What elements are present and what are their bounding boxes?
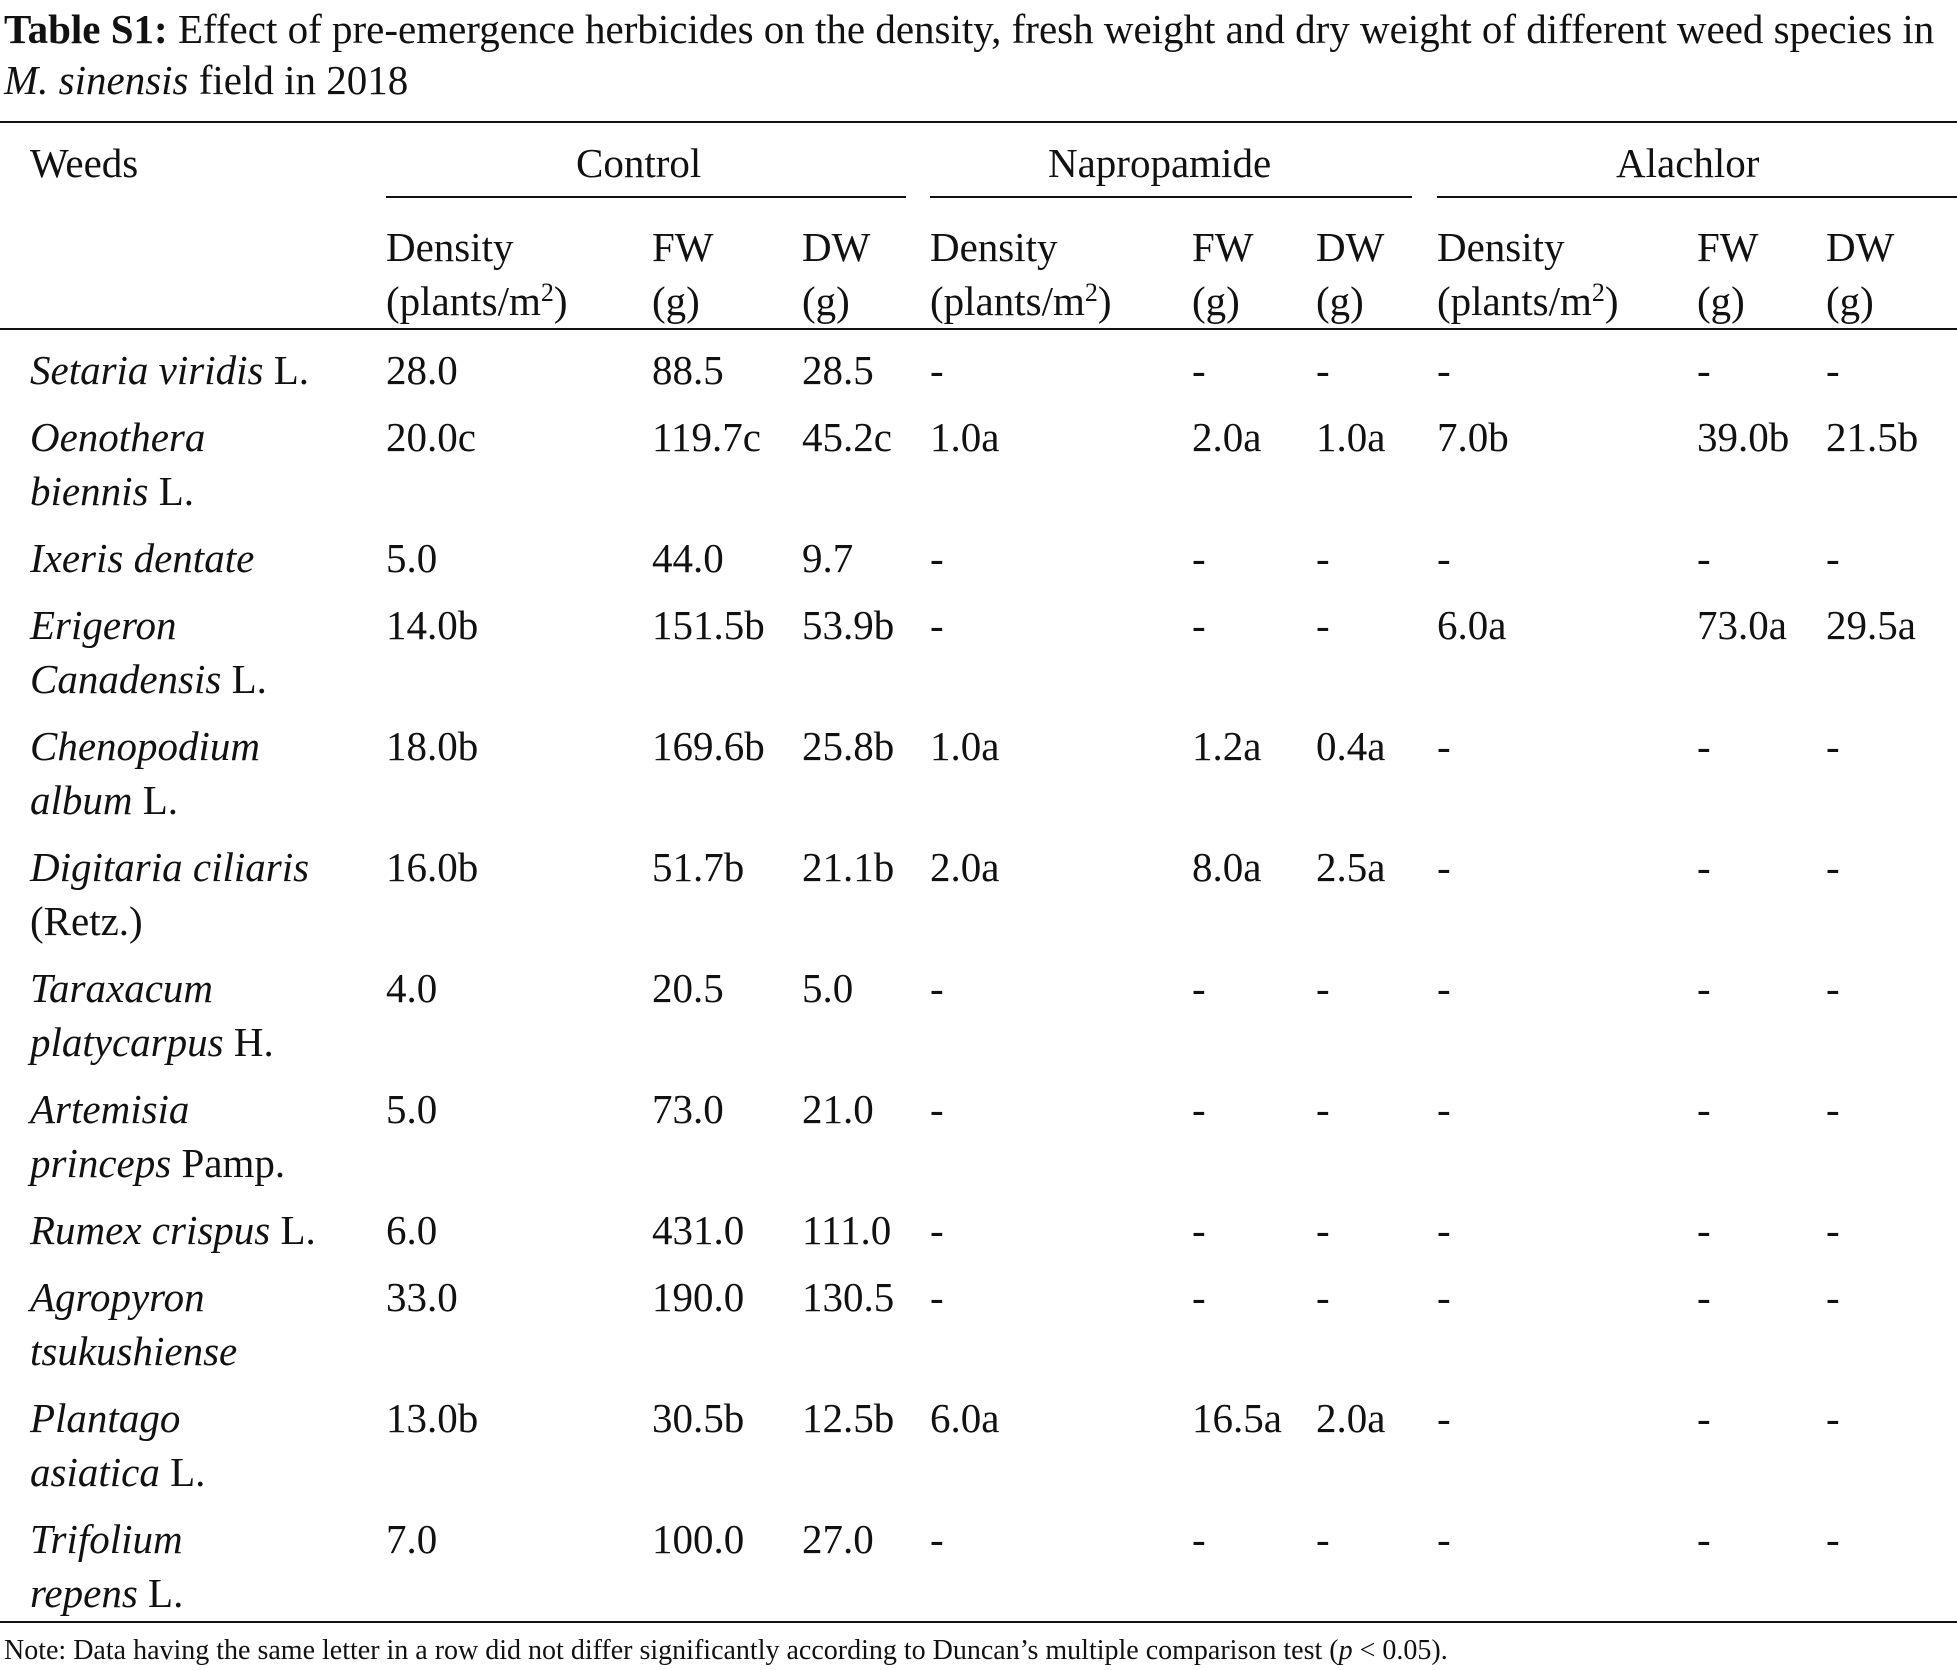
sub-header-unit: (g) — [1192, 278, 1240, 324]
value-cell: - — [1437, 723, 1451, 769]
value-cell: 151.5b — [652, 602, 765, 648]
weed-name-cell — [30, 343, 309, 397]
sub-header-unit — [386, 274, 568, 328]
value-cell: - — [930, 1516, 944, 1562]
value-cell: - — [1697, 1274, 1711, 1320]
value-cell: - — [1316, 602, 1330, 648]
sub-header-unit: (g) — [652, 278, 700, 324]
sub-header-unit — [930, 274, 1112, 328]
value-cell: 8.0a — [1192, 844, 1262, 890]
value-cell: 20.5 — [652, 965, 724, 1011]
weed-name-cell — [30, 961, 274, 1069]
group-header-control: Control — [576, 140, 702, 186]
weed-genus: Artemisia — [30, 1086, 190, 1132]
value-cell: 21.5b — [1826, 414, 1919, 460]
sub-header-density: Density — [1437, 224, 1565, 270]
value-cell: - — [1697, 347, 1711, 393]
unit-text: (plants/m — [386, 278, 541, 324]
alachlor-group-rule — [1437, 196, 1957, 198]
value-cell: 16.0b — [386, 844, 479, 890]
weed-author: L. — [137, 1570, 184, 1616]
value-cell: - — [1826, 1086, 1840, 1132]
weed-name-line — [30, 1512, 183, 1566]
weed-name-line — [30, 1566, 183, 1620]
weed-species: tsukushiense — [30, 1328, 238, 1374]
weed-name-line — [30, 1203, 316, 1257]
value-cell: 119.7c — [652, 414, 761, 460]
weed-author: H. — [223, 1019, 274, 1065]
value-cell: 7.0 — [386, 1516, 438, 1562]
value-cell: 6.0 — [386, 1207, 438, 1253]
value-cell: - — [1697, 1516, 1711, 1562]
weed-genus: Agropyron — [30, 1274, 205, 1320]
weed-name-line — [30, 961, 274, 1015]
value-cell: - — [930, 1207, 944, 1253]
value-cell: 100.0 — [652, 1516, 745, 1562]
weed-genus: Rumex crispus — [30, 1207, 271, 1253]
value-cell: - — [930, 1086, 944, 1132]
weed-name-line — [30, 652, 267, 706]
weed-name-line — [30, 1082, 285, 1136]
value-cell: - — [1437, 347, 1451, 393]
caption-text-end: field in 2018 — [198, 57, 409, 103]
value-cell: 5.0 — [386, 535, 438, 581]
weed-name-cell — [30, 1082, 285, 1190]
note-text-end: < 0.05). — [1352, 1635, 1448, 1666]
value-cell: - — [1826, 535, 1840, 581]
value-cell: - — [1316, 1086, 1330, 1132]
weeds-header: Weeds — [30, 140, 139, 186]
value-cell: - — [1697, 1207, 1711, 1253]
weed-name-line — [30, 1391, 205, 1445]
weed-author: L. — [270, 1207, 316, 1253]
value-cell: - — [1192, 535, 1206, 581]
weed-name-line — [30, 1270, 237, 1324]
value-cell: 2.5a — [1316, 844, 1386, 890]
value-cell: - — [1316, 535, 1330, 581]
value-cell: - — [1826, 1516, 1840, 1562]
value-cell: - — [1697, 965, 1711, 1011]
weed-name-line — [30, 343, 309, 397]
value-cell: 21.0 — [802, 1086, 874, 1132]
value-cell: 73.0 — [652, 1086, 724, 1132]
unit-text: (plants/m — [930, 278, 1085, 324]
value-cell: 1.0a — [1316, 414, 1386, 460]
weed-name-line — [30, 410, 205, 464]
sub-header-dw: DW — [1826, 224, 1895, 270]
value-cell: - — [1316, 347, 1330, 393]
value-cell: - — [1826, 723, 1840, 769]
value-cell: 5.0 — [386, 1086, 438, 1132]
value-cell: - — [1316, 965, 1330, 1011]
value-cell: 21.1b — [802, 844, 895, 890]
sub-header-density: Density — [930, 224, 1058, 270]
value-cell: 20.0c — [386, 414, 476, 460]
weed-name-line — [30, 719, 260, 773]
weed-name-line — [30, 894, 309, 948]
value-cell: - — [1437, 535, 1451, 581]
sub-header-dw: DW — [1316, 224, 1385, 270]
weed-species: biennis — [30, 468, 149, 514]
value-cell: - — [1697, 844, 1711, 890]
value-cell: - — [1316, 1516, 1330, 1562]
value-cell: 1.0a — [930, 723, 1000, 769]
sub-header-fw: FW — [1697, 224, 1759, 270]
weed-name-cell — [30, 840, 309, 948]
weed-species: album — [30, 777, 133, 823]
weed-genus: Ixeris dentate — [30, 535, 255, 581]
value-cell: - — [1437, 1207, 1451, 1253]
value-cell: - — [930, 347, 944, 393]
sub-header-unit: (g) — [1697, 278, 1745, 324]
value-cell: 27.0 — [802, 1516, 874, 1562]
unit-text: ) — [1604, 278, 1619, 324]
group-header-alachlor: Alachlor — [1616, 140, 1760, 186]
unit-text: (plants/m — [1437, 278, 1592, 324]
value-cell: - — [1697, 1086, 1711, 1132]
value-cell: - — [1192, 1086, 1206, 1132]
header-rule — [0, 328, 1957, 330]
sub-header-fw: FW — [652, 224, 714, 270]
weed-name-line — [30, 773, 260, 827]
value-cell: - — [1826, 1274, 1840, 1320]
table-caption — [4, 4, 1954, 106]
weed-species: asiatica — [30, 1449, 160, 1495]
sub-header-unit: (g) — [802, 278, 850, 324]
value-cell: 2.0a — [1192, 414, 1262, 460]
weed-genus: Setaria viridis — [30, 347, 264, 393]
value-cell: 4.0 — [386, 965, 438, 1011]
value-cell: 9.7 — [802, 535, 854, 581]
value-cell: - — [1316, 1207, 1330, 1253]
value-cell: - — [1826, 1207, 1840, 1253]
value-cell: 12.5b — [802, 1395, 895, 1441]
sub-header-dw: DW — [802, 224, 871, 270]
caption-text: Effect of pre-emergence herbicides on the density, fresh weight and dry weight of different weed species in — [177, 6, 1935, 52]
value-cell: 14.0b — [386, 602, 479, 648]
value-cell: 28.0 — [386, 347, 458, 393]
value-cell: 33.0 — [386, 1274, 458, 1320]
sub-header-unit: (g) — [1826, 278, 1874, 324]
sub-header-unit — [1437, 274, 1619, 328]
value-cell: - — [1316, 1274, 1330, 1320]
value-cell: - — [1437, 1516, 1451, 1562]
weed-genus: Trifolium — [30, 1516, 183, 1562]
value-cell: 25.8b — [802, 723, 895, 769]
weed-name-line — [30, 598, 267, 652]
sub-header-unit: (g) — [1316, 278, 1364, 324]
value-cell: 16.5a — [1192, 1395, 1282, 1441]
value-cell: 0.4a — [1316, 723, 1386, 769]
value-cell: - — [1697, 535, 1711, 581]
value-cell: 88.5 — [652, 347, 724, 393]
weed-species: platycarpus — [30, 1019, 224, 1065]
caption-species: M. sinensis — [4, 57, 189, 103]
value-cell: 39.0b — [1697, 414, 1790, 460]
value-cell: 5.0 — [802, 965, 854, 1011]
value-cell: 111.0 — [802, 1207, 892, 1253]
note-p: p — [1338, 1635, 1353, 1666]
weed-name-line — [30, 1324, 237, 1378]
value-cell: - — [930, 602, 944, 648]
weed-species: Canadensis — [30, 656, 222, 702]
value-cell: - — [1437, 965, 1451, 1011]
value-cell: 169.6b — [652, 723, 765, 769]
weed-name-line — [30, 1015, 274, 1069]
bottom-rule — [0, 1621, 1957, 1623]
weed-author: L. — [132, 777, 179, 823]
value-cell: - — [1437, 1395, 1451, 1441]
value-cell: - — [1437, 1274, 1451, 1320]
value-cell: 45.2c — [802, 414, 892, 460]
value-cell: 130.5 — [802, 1274, 895, 1320]
note-text: Note: Data having the same letter in a row did not differ significantly according to Duncan’s multiple comparison test ( — [4, 1635, 1339, 1666]
weed-name-line — [30, 1136, 285, 1190]
value-cell: - — [1826, 347, 1840, 393]
value-cell: 51.7b — [652, 844, 745, 890]
value-cell: - — [1697, 1395, 1711, 1441]
weed-species: princeps — [30, 1140, 172, 1186]
unit-superscript: 2 — [1591, 278, 1605, 307]
unit-superscript: 2 — [540, 278, 554, 307]
weed-genus: Digitaria ciliaris — [30, 844, 310, 890]
weed-genus: Erigeron — [30, 602, 177, 648]
weed-name-cell — [30, 410, 205, 518]
value-cell: 29.5a — [1826, 602, 1916, 648]
value-cell: 190.0 — [652, 1274, 745, 1320]
value-cell: - — [930, 535, 944, 581]
weed-name-line — [30, 1445, 205, 1499]
value-cell: 18.0b — [386, 723, 479, 769]
weed-name-line — [30, 464, 205, 518]
weed-genus: Taraxacum — [30, 965, 213, 1011]
weed-name-cell — [30, 531, 254, 585]
value-cell: - — [1826, 844, 1840, 890]
sub-header-density: Density — [386, 224, 514, 270]
value-cell: - — [1192, 347, 1206, 393]
value-cell: 28.5 — [802, 347, 874, 393]
weed-author: L. — [221, 656, 267, 702]
unit-text: ) — [1097, 278, 1112, 324]
weed-author: L. — [263, 347, 310, 393]
weed-name-cell — [30, 1203, 316, 1257]
value-cell: - — [1192, 1274, 1206, 1320]
unit-superscript: 2 — [1084, 278, 1098, 307]
weed-name-line — [30, 531, 254, 585]
value-cell: - — [1192, 1207, 1206, 1253]
weed-genus: Oenothera — [30, 414, 206, 460]
value-cell: - — [1437, 1086, 1451, 1132]
value-cell: - — [1192, 965, 1206, 1011]
value-cell: 13.0b — [386, 1395, 479, 1441]
sub-header-fw: FW — [1192, 224, 1254, 270]
weed-author: (Retz.) — [30, 898, 143, 944]
value-cell: - — [930, 965, 944, 1011]
value-cell: - — [1192, 1516, 1206, 1562]
value-cell: - — [1192, 602, 1206, 648]
weed-author: Pamp. — [171, 1140, 286, 1186]
weed-author: L. — [159, 1449, 206, 1495]
table-label: Table S1: — [4, 6, 168, 52]
value-cell: 73.0a — [1697, 602, 1787, 648]
weed-name-cell — [30, 1391, 205, 1499]
weed-name-line — [30, 840, 309, 894]
value-cell: 431.0 — [652, 1207, 745, 1253]
value-cell: 6.0a — [930, 1395, 1000, 1441]
weed-author: L. — [148, 468, 194, 514]
napropamide-group-rule — [930, 196, 1412, 198]
top-rule — [0, 121, 1957, 123]
value-cell: - — [1697, 723, 1711, 769]
value-cell: - — [1826, 1395, 1840, 1441]
value-cell: 6.0a — [1437, 602, 1507, 648]
unit-text: ) — [553, 278, 568, 324]
value-cell: 53.9b — [802, 602, 895, 648]
weed-name-cell — [30, 1512, 183, 1620]
weed-genus: Chenopodium — [30, 723, 261, 769]
weed-name-cell — [30, 598, 267, 706]
value-cell: 1.0a — [930, 414, 1000, 460]
weed-species: repens — [30, 1570, 138, 1616]
group-header-napropamide: Napropamide — [1048, 140, 1272, 186]
control-group-rule — [386, 196, 906, 198]
value-cell: - — [930, 1274, 944, 1320]
value-cell: 7.0b — [1437, 414, 1509, 460]
value-cell: - — [1826, 965, 1840, 1011]
weed-name-cell — [30, 1270, 237, 1378]
value-cell: 2.0a — [1316, 1395, 1386, 1441]
value-cell: - — [1437, 844, 1451, 890]
value-cell: 30.5b — [652, 1395, 745, 1441]
table-note — [4, 1634, 1448, 1668]
weed-name-cell — [30, 719, 260, 827]
value-cell: 2.0a — [930, 844, 1000, 890]
weed-genus: Plantago — [30, 1395, 181, 1441]
value-cell: 1.2a — [1192, 723, 1262, 769]
value-cell: 44.0 — [652, 535, 724, 581]
